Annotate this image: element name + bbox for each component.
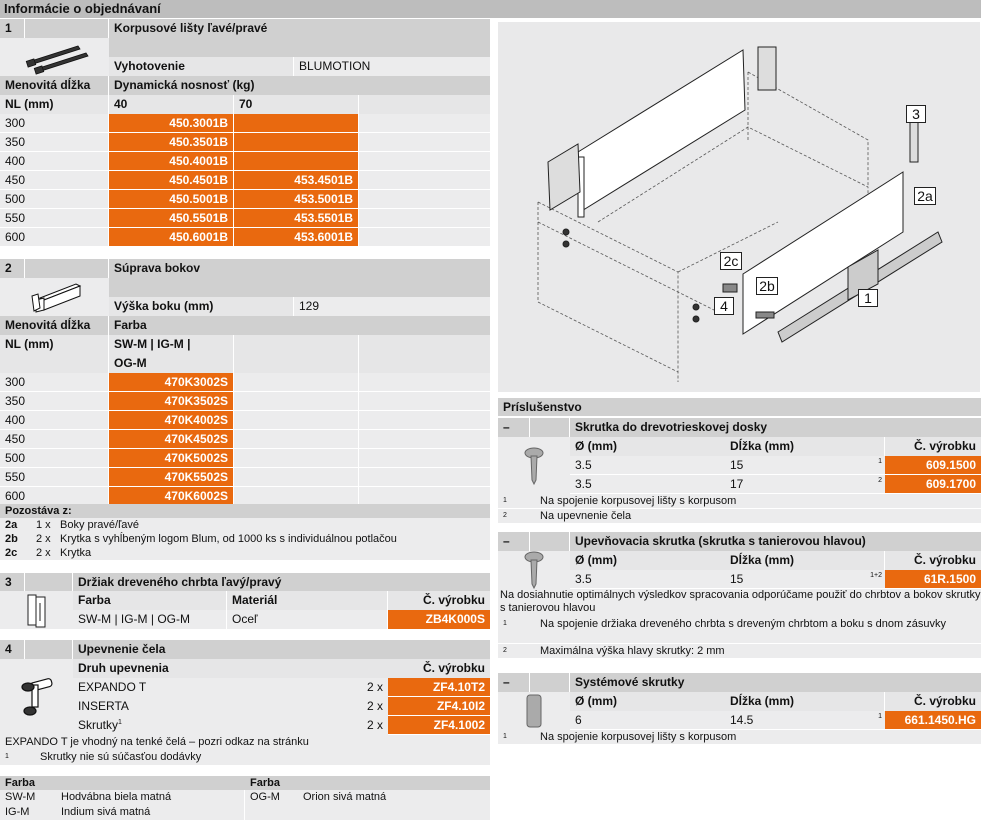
- accessories-title: Príslušenstvo: [498, 398, 981, 416]
- footnote-mark: 2: [503, 647, 507, 654]
- product-code[interactable]: 61R.1500: [885, 570, 981, 589]
- nl-value: 600: [0, 487, 109, 506]
- part-desc: Boky pravé/ľavé: [60, 518, 490, 532]
- color-name: Indium sivá matná: [56, 805, 245, 820]
- nl-value: 450: [0, 171, 109, 190]
- expando-note: EXPANDO T je vhodný na tenké čelá – pozri odkaz na stránku: [0, 735, 490, 750]
- front-fixing-icon: [0, 659, 73, 735]
- footnote: [498, 509, 981, 523]
- product-code[interactable]: ZF4.10I2: [388, 697, 490, 716]
- diameter: 6: [570, 711, 725, 730]
- dash: –: [498, 532, 530, 551]
- table-row: [0, 449, 490, 468]
- accessory-title-row: [498, 532, 981, 551]
- product-code[interactable]: 453.6001B: [234, 228, 359, 247]
- product-code[interactable]: 470K5002S: [109, 449, 234, 468]
- length-label: Menovitá dĺžka: [0, 76, 109, 95]
- part-id: 2b: [0, 532, 36, 546]
- product-code[interactable]: 470K3002S: [109, 373, 234, 392]
- page-header: Informácie o objednávaní: [0, 0, 981, 18]
- product-code[interactable]: 450.5501B: [109, 209, 234, 228]
- length: 15: [725, 456, 865, 475]
- nl-label: NL (mm): [0, 95, 109, 114]
- col-length: Dĺžka (mm): [725, 692, 865, 711]
- col-code: Č. výrobku: [885, 437, 981, 456]
- table-row: [0, 171, 490, 190]
- product-code[interactable]: 470K5502S: [109, 468, 234, 487]
- part-item: [0, 532, 490, 546]
- footnote-mark: 1: [503, 620, 507, 627]
- qty: 2 x: [350, 697, 388, 716]
- table-row: [0, 190, 490, 209]
- color-code: SW-M: [0, 790, 56, 805]
- table-row: [73, 716, 490, 735]
- col-code: Č. výrobku: [388, 659, 490, 678]
- table-row: [0, 228, 490, 247]
- variant-label: Vyhotovenie: [109, 57, 294, 76]
- col-diameter: Ø (mm): [570, 551, 725, 570]
- product-code[interactable]: ZF4.1002: [388, 716, 490, 735]
- table-row: [570, 475, 981, 494]
- accessory-title: Systémové skrutky: [570, 673, 981, 692]
- footnote-ref: 2: [865, 475, 885, 494]
- table-row: [73, 678, 490, 697]
- accessory-title-row: [498, 418, 981, 437]
- nl-value: 500: [0, 449, 109, 468]
- nl-value: 550: [0, 209, 109, 228]
- table-row: [0, 133, 490, 152]
- nl-value: 450: [0, 430, 109, 449]
- accessory-header-row: [570, 692, 981, 711]
- product-code[interactable]: 470K6002S: [109, 487, 234, 506]
- exploded-drawer-diagram: [498, 22, 980, 392]
- runner-icon: [0, 38, 109, 76]
- color-name: Orion sivá matná: [298, 790, 490, 805]
- nl-value: 400: [0, 411, 109, 430]
- side-image: [0, 278, 109, 316]
- section-title: Súprava bokov: [109, 259, 490, 278]
- product-code[interactable]: 450.3501B: [109, 133, 234, 152]
- accessory-title: Upevňovacia skrutka (skrutka s tanierovou hlavou): [570, 532, 981, 551]
- product-code[interactable]: 470K4502S: [109, 430, 234, 449]
- product-code[interactable]: 661.1450.HG: [885, 711, 981, 730]
- product-code[interactable]: 609.1700: [885, 475, 981, 494]
- callout-1: 1: [858, 289, 878, 307]
- screw-icon: [514, 691, 554, 731]
- accessory-image: [498, 437, 570, 494]
- callout-4: 4: [714, 297, 734, 315]
- section-title: Korpusové lišty ľavé/pravé: [109, 19, 490, 38]
- footnote-text: Maximálna výška hlavy skrutky: 2 mm: [540, 644, 981, 658]
- holder-image: [0, 591, 73, 629]
- screw-icon: [514, 550, 554, 590]
- table-row: [0, 114, 490, 133]
- holder-material: Oceľ: [227, 610, 388, 629]
- screw-icon: [514, 446, 554, 486]
- nl-value: 300: [0, 373, 109, 392]
- product-code[interactable]: 450.3001B: [109, 114, 234, 133]
- holder-code[interactable]: ZB4K000S: [388, 610, 490, 629]
- footnote-mark: 1: [0, 750, 40, 765]
- nl-value: 600: [0, 228, 109, 247]
- accessory-image: [498, 551, 570, 589]
- holder-color: SW-M | IG-M | OG-M: [73, 610, 227, 629]
- footnote-ref: 1+2: [865, 570, 885, 589]
- footnote-text: Na spojenie korpusovej lišty s korpusom: [540, 730, 981, 744]
- accessory-intro: Na dosiahnutie optimálnych výsledkov spracovania odporúčame použiť do chrbtov a bokov skrutky s tanierovou hlavou: [498, 589, 981, 617]
- fixing-type: Skrutky$^1$: [73, 716, 350, 735]
- accessory-title-row: [498, 673, 981, 692]
- fixing-type: INSERTA: [73, 697, 350, 716]
- accessory-title: Skrutka do drevotrieskovej dosky: [570, 418, 981, 437]
- color-col-header: SW-M | IG-M | OG-M: [109, 335, 234, 373]
- footnote: [498, 617, 981, 643]
- dash: –: [498, 418, 530, 437]
- section-number: 1: [0, 19, 25, 38]
- footnote-text: Na spojenie korpusovej lišty s korpusom: [540, 494, 981, 508]
- product-code[interactable]: 453.5501B: [234, 209, 359, 228]
- callout-2b: 2b: [756, 277, 778, 295]
- col-diameter: Ø (mm): [570, 692, 725, 711]
- diameter: 3.5: [570, 456, 725, 475]
- product-code[interactable]: 450.5001B: [109, 190, 234, 209]
- runner-image: [0, 38, 109, 76]
- load-col-70: 70: [234, 95, 359, 114]
- part-desc: Krytka s vyhĺbeným logom Blum, od 1000 ks s individuálnou potlačou: [60, 532, 490, 546]
- footnote-mark: 1: [503, 733, 507, 740]
- footnote-ref: 1: [865, 711, 885, 730]
- qty: 2 x: [350, 716, 388, 735]
- table-row: [570, 711, 981, 730]
- fixing-image: [0, 659, 73, 735]
- nl-value: 400: [0, 152, 109, 171]
- footnote: [498, 494, 981, 508]
- col-length: Dĺžka (mm): [725, 437, 865, 456]
- col-type: Druh upevnenia: [73, 659, 350, 678]
- color-code: OG-M: [245, 790, 298, 805]
- section-number: 3: [0, 573, 25, 591]
- drawer-side-icon: [0, 278, 109, 316]
- section-title: Upevnenie čela: [73, 640, 490, 659]
- section-number: 4: [0, 640, 25, 659]
- col-code: Č. výrobku: [885, 551, 981, 570]
- part-item: [0, 546, 490, 560]
- section1-title-row: [0, 19, 490, 38]
- col-code: Č. výrobku: [388, 591, 490, 610]
- product-code[interactable]: 453.4501B: [234, 171, 359, 190]
- product-code[interactable]: 470K4002S: [109, 411, 234, 430]
- section-title: Držiak dreveného chrbta ľavý/pravý: [73, 573, 490, 591]
- part-qty: 2 x: [36, 546, 60, 560]
- nl-value: 350: [0, 392, 109, 411]
- callout-2c: 2c: [720, 252, 742, 270]
- table-row: [570, 456, 981, 475]
- length: 14.5: [725, 711, 865, 730]
- col-code: Č. výrobku: [885, 692, 981, 711]
- part-qty: 2 x: [36, 532, 60, 546]
- product-code[interactable]: 609.1500: [885, 456, 981, 475]
- col-material: Materiál: [227, 591, 388, 610]
- table-row: [0, 373, 490, 392]
- product-code[interactable]: 450.6001B: [109, 228, 234, 247]
- footnote: [498, 644, 981, 658]
- footnote-mark: 2: [503, 512, 507, 519]
- accessory-image: [498, 692, 570, 730]
- col-diameter: Ø (mm): [570, 437, 725, 456]
- product-code[interactable]: 453.5001B: [234, 190, 359, 209]
- product-code[interactable]: 450.4001B: [109, 152, 234, 171]
- nl-value: 500: [0, 190, 109, 209]
- nl-value: 300: [0, 114, 109, 133]
- product-code: [234, 114, 359, 133]
- section-number: 2: [0, 259, 25, 278]
- part-qty: 1 x: [36, 518, 60, 532]
- table-row: [0, 411, 490, 430]
- footnote-text: Na spojenie držiaka dreveného chrbta s dreveným chrbtom a boku s dnom zásuvky: [540, 617, 981, 643]
- load-col-40: 40: [109, 95, 234, 114]
- product-code[interactable]: 450.4501B: [109, 171, 234, 190]
- product-code[interactable]: ZF4.10T2: [388, 678, 490, 697]
- dash: –: [498, 673, 530, 692]
- qty: 2 x: [350, 678, 388, 697]
- color-label: Farba: [109, 316, 490, 335]
- part-id: 2c: [0, 546, 36, 560]
- part-item: [0, 518, 490, 532]
- variant-value: BLUMOTION: [294, 57, 490, 76]
- back-holder-icon: [0, 591, 73, 629]
- drawer-assembly-drawing: [498, 22, 980, 392]
- table-row: [570, 570, 981, 589]
- nl-value: 350: [0, 133, 109, 152]
- callout-2a: 2a: [914, 187, 936, 205]
- product-code: [234, 152, 359, 171]
- accessory-header-row: [570, 551, 981, 570]
- nl-value: 550: [0, 468, 109, 487]
- footnote: [498, 730, 981, 744]
- accessory-header-row: [570, 437, 981, 456]
- color-name: Hodvábna biela matná: [56, 790, 245, 805]
- table-row: [0, 152, 490, 171]
- height-value: 129: [294, 297, 490, 316]
- product-code: [234, 133, 359, 152]
- table-row: [0, 209, 490, 228]
- diameter: 3.5: [570, 570, 725, 589]
- col-length: Dĺžka (mm): [725, 551, 865, 570]
- load-label: Dynamická nosnosť (kg): [109, 76, 490, 95]
- footnote-mark: 1: [503, 497, 507, 504]
- nl-label: NL (mm): [0, 335, 109, 373]
- part-desc: Krytka: [60, 546, 490, 560]
- footnote-text: Skrutky nie sú súčasťou dodávky: [40, 750, 490, 765]
- height-label: Výška boku (mm): [109, 297, 294, 316]
- footnote-ref: 1: [865, 456, 885, 475]
- table-row: [0, 468, 490, 487]
- table-row: [0, 392, 490, 411]
- product-code[interactable]: 470K3502S: [109, 392, 234, 411]
- callout-3: 3: [906, 105, 926, 123]
- diameter: 3.5: [570, 475, 725, 494]
- col-color: Farba: [73, 591, 227, 610]
- color-code: IG-M: [0, 805, 56, 820]
- length-label: Menovitá dĺžka: [0, 316, 109, 335]
- length: 17: [725, 475, 865, 494]
- length: 15: [725, 570, 865, 589]
- part-id: 2a: [0, 518, 36, 532]
- consists-label: Pozostáva z:: [0, 504, 490, 518]
- footnote-ref: 1: [118, 719, 122, 726]
- table-row: [73, 697, 490, 716]
- table-row: [0, 430, 490, 449]
- fixing-type: EXPANDO T: [73, 678, 350, 697]
- footnote-text: Na upevnenie čela: [540, 509, 981, 523]
